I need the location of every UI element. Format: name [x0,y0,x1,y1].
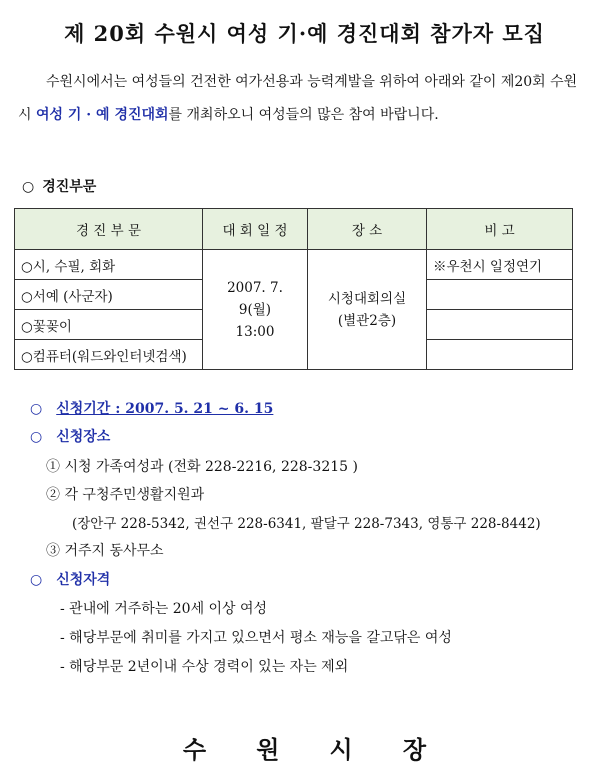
application-place-title: 신청장소 [56,429,111,445]
header-note: 비 고 [427,209,573,250]
header-category: 경 진 부 문 [15,209,203,250]
qualification-item-1: - 관내에 거주하는 20세 이상 여성 [60,601,268,617]
place-detail: (별관2층) [337,312,397,329]
table-row [15,250,573,280]
category-cell: ○시, 수필, 회화 [15,250,203,280]
category-cell: ○컴퓨터(워드와인터넷검색) [15,340,203,370]
note-cell [427,340,573,370]
place-item-3: ③ 거주지 동사무소 [46,543,164,559]
circle-bullet-icon: ○ [30,572,43,588]
circle-bullet-icon: ○ [30,429,43,445]
place-item-1: ① 시청 가족여성과 (전화 228-2216, 228-3215 ) [46,459,358,475]
qualification-heading [30,569,110,589]
category-cell: ○서예 (사군자) [15,280,203,310]
place-item-2-detail: (장안구 228-5342, 권선구 228-6341, 팔달구 228-7343, 영통구 228-8442) [72,516,541,532]
place-item-2: ② 각 구청주민생활지원과 [46,487,205,503]
application-place-heading [30,426,110,446]
section-competition-heading [22,176,96,196]
intro-text-part1: 수원시에서는 여성들의 건전한 여가선용과 능력계발을 위하여 아래와 같이 제20회 수원시 [18,74,578,123]
intro-highlight: 여성 기 · 예 경진대회 [35,107,169,123]
schedule-date: 2007. 7. 9(월) [227,279,283,318]
intro-text-part2: 를 개최하오니 여성들의 많은 참여 바랍니다. [168,107,439,123]
circle-bullet-icon: ○ [30,401,43,417]
intro-paragraph [18,66,590,132]
note-cell [427,280,573,310]
header-schedule: 대 회 일 정 [203,209,308,250]
application-period-text: 신청기간 : 2007. 5. 21 ~ 6. 15 [56,401,274,417]
note-cell: ※우천시 일정연기 [427,250,573,280]
qualification-item-2: - 해당부문에 취미를 가지고 있으면서 평소 재능을 갈고닦은 여성 [60,630,452,646]
header-place: 장 소 [308,209,427,250]
place-cell [308,250,427,370]
page-title: 제 20회 수원시 여성 기·예 경진대회 참가자 모집 [64,21,545,46]
category-cell: ○꽃꽂이 [15,310,203,340]
note-cell [427,310,573,340]
qualification-item-3: - 해당부문 2년이내 수상 경력이 있는 자는 제외 [60,659,349,675]
competition-table [14,208,573,370]
table-header-row [15,209,573,250]
issuer-signature: 수 원 시 장 [182,735,427,764]
schedule-cell [203,250,308,370]
place-name: 시청대회의실 [327,290,407,307]
qualification-title: 신청자격 [56,572,111,588]
schedule-time: 13:00 [235,323,275,340]
section-competition-title: 경진부문 [42,179,97,195]
application-period [30,398,273,418]
circle-bullet-icon: ○ [22,179,35,195]
